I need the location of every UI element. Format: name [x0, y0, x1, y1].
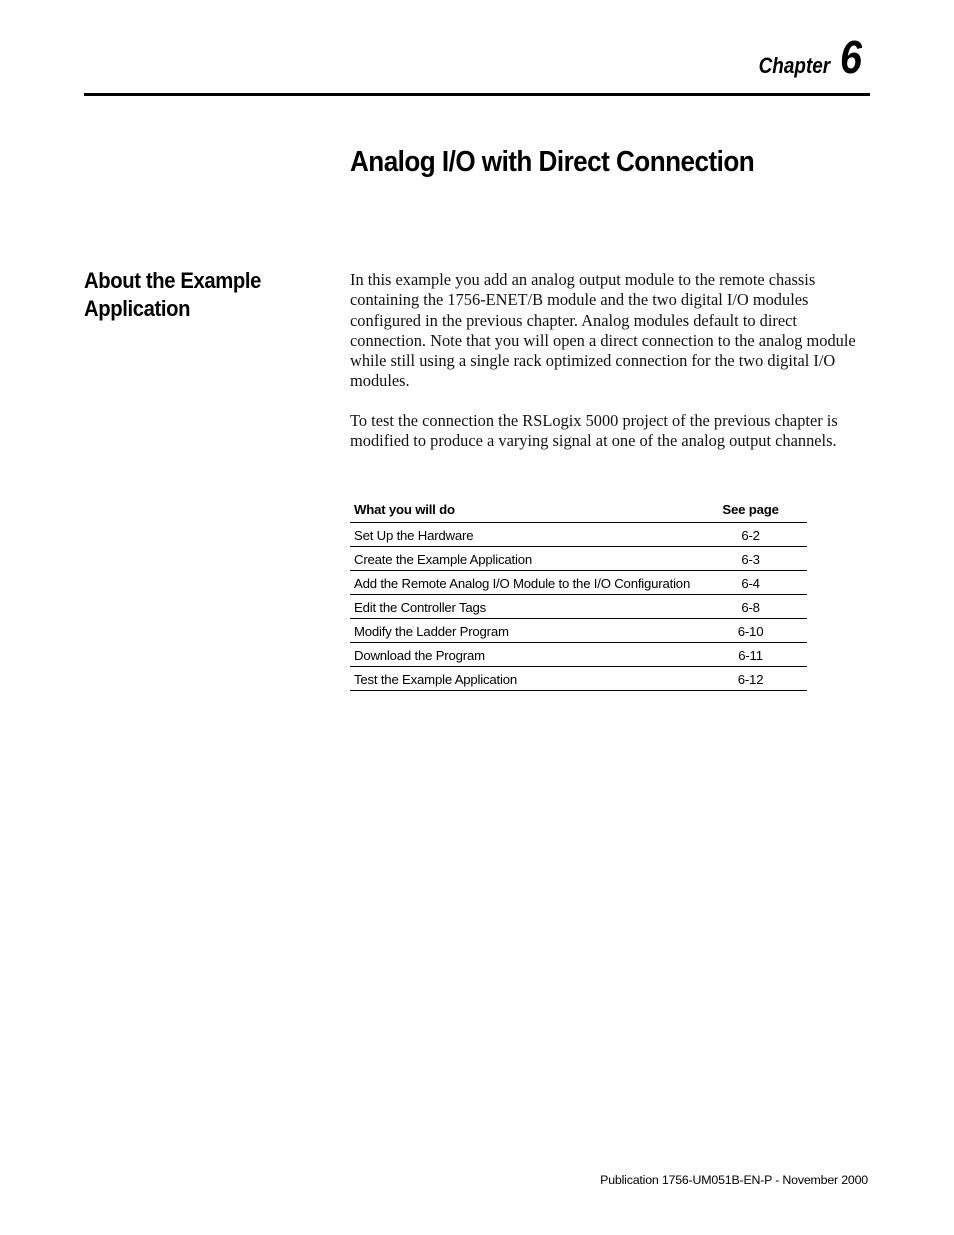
- header-rule: [84, 93, 870, 96]
- column-header-task: What you will do: [350, 498, 694, 523]
- chapter-label: Chapter: [758, 53, 831, 78]
- table-row: [350, 523, 807, 547]
- page-cell: 6-11: [694, 643, 807, 667]
- table-row: [350, 667, 807, 691]
- page-cell: 6-12: [694, 667, 807, 691]
- task-cell: Test the Example Application: [350, 667, 694, 691]
- page-cell: 6-10: [694, 619, 807, 643]
- page-cell: 6-2: [694, 523, 807, 547]
- table-header-row: [350, 498, 807, 523]
- task-cell: Add the Remote Analog I/O Module to the I/O Configuration: [350, 571, 694, 595]
- task-table: [350, 498, 807, 691]
- body-paragraph: In this example you add an analog output module to the remote chassis containing the 1756-ENET/B module and the two digital I/O modules configured in the previous chapter. Analog modules default to direct connection. Note that you will open a direct connection to the analog module while still using a single rack optimized connection for the two digital I/O modules.: [350, 270, 856, 391]
- table-row: [350, 595, 807, 619]
- task-cell: Download the Program: [350, 643, 694, 667]
- task-cell: Set Up the Hardware: [350, 523, 694, 547]
- task-cell: Modify the Ladder Program: [350, 619, 694, 643]
- page-cell: 6-4: [694, 571, 807, 595]
- section-heading: About the Example Application: [84, 268, 262, 321]
- page-cell: 6-3: [694, 547, 807, 571]
- chapter-number: 6: [840, 31, 863, 83]
- table-row: [350, 643, 807, 667]
- table-row: [350, 547, 807, 571]
- page-title: Analog I/O with Direct Connection: [350, 146, 755, 178]
- column-header-page: See page: [694, 498, 807, 523]
- publication-footer: Publication 1756-UM051B-EN-P - November 2000: [600, 1173, 868, 1187]
- body-paragraph: To test the connection the RSLogix 5000 project of the previous chapter is modified to produce a varying signal at one of the analog output channels.: [350, 411, 838, 451]
- task-cell: Edit the Controller Tags: [350, 595, 694, 619]
- table-row: [350, 571, 807, 595]
- page-cell: 6-8: [694, 595, 807, 619]
- task-cell: Create the Example Application: [350, 547, 694, 571]
- chapter-header: [747, 30, 866, 84]
- table-row: [350, 619, 807, 643]
